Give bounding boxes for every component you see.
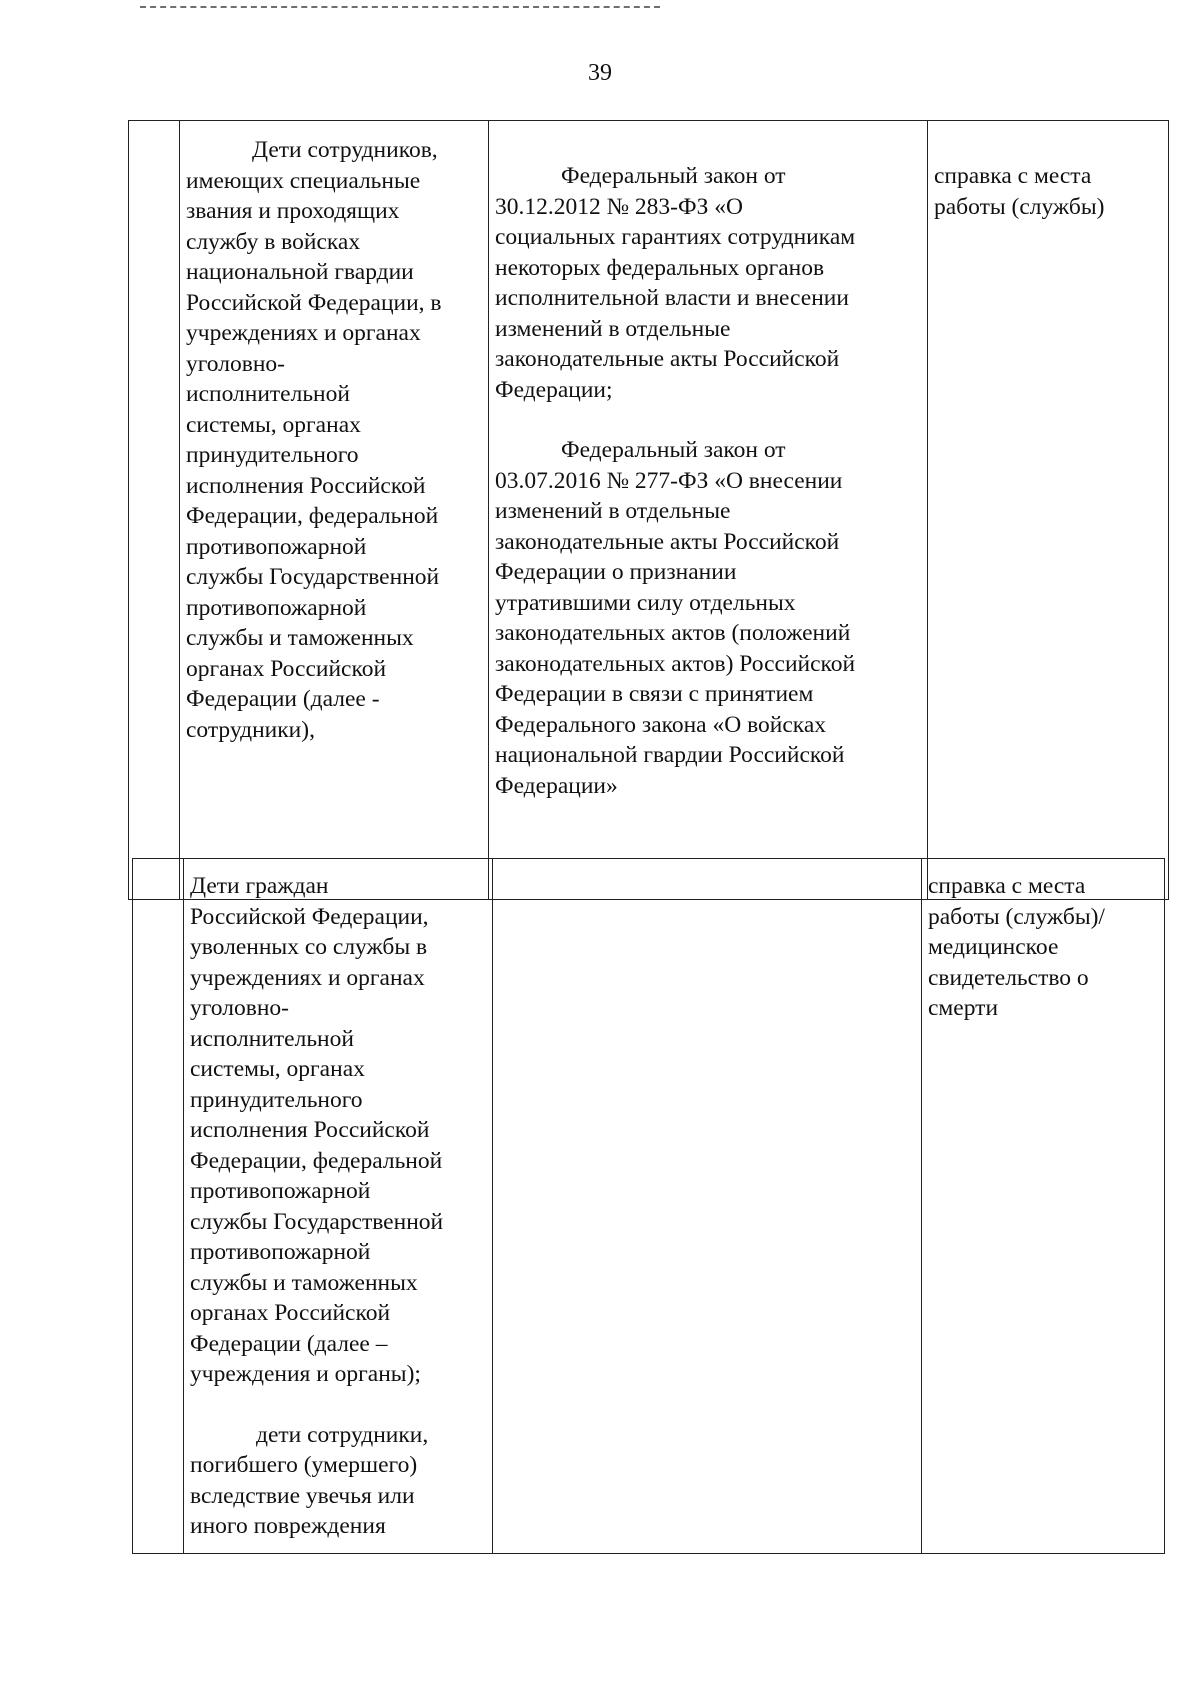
category-cell (184, 859, 493, 1554)
category-2-text: погибшего (умершего) вследствие увечья или иного повреждения (190, 1452, 418, 1539)
benefits-table-part-1 (128, 120, 1169, 900)
page-number: 39 (588, 60, 612, 86)
law-1-first-line: Федеральный закон от (561, 163, 786, 189)
table-row (133, 859, 1165, 1554)
legal-basis-cell (489, 121, 928, 900)
document-cell (922, 859, 1165, 1554)
legal-basis-cell (493, 859, 922, 1554)
category-first-line: Дети сотрудников, (252, 137, 438, 163)
category-text: Дети граждан Российской Федерации, уволенных со службы в учреждениях и органах уголовно- исполнительной системы, органах принудительного исполнения Российской Федерации, федеральной противопожарной службы Государственной противопожарной службы и таможенных органах Российской Федерации (далее – учреждения и органы); (190, 873, 444, 1387)
category-cell (180, 121, 489, 900)
category-2-first-line: дети сотрудники, (256, 1421, 429, 1448)
law-1-text: 30.12.2012 № 283-ФЗ «О социальных гарантиях сотрудникам некоторых федеральных органов исполнительной власти и внесении изменений в отдельные законодательные акты Российской Федерации; (495, 193, 856, 403)
document-text: справка с места работы (службы)/ медицинское свидетельство о смерти (928, 873, 1105, 1021)
table-row (129, 121, 1169, 900)
document-cell (928, 121, 1169, 900)
category-text: имеющих специальные звания и проходящих службу в войсках национальной гвардии Российской Федерации, в учреждениях и органах уголовно- исполнительной системы, органах принудительного исполнения Российской Федерации, федеральной противопожарной службы Государственной противопожарной службы и таможенных органах Российской Федерации (далее - сотрудники), (186, 167, 442, 743)
row-number-cell (129, 121, 180, 900)
law-2-text: 03.07.2016 № 277-ФЗ «О внесении изменений в отдельные законодательные акты Российской Федерации о признании утратившими силу отдельных законодательных актов (положений законодательных актов) Российской Федерации в связи с принятием Федерального закона «О войсках национальной гвардии Российской Федерации» (495, 467, 856, 799)
row-number-cell (133, 859, 184, 1554)
benefits-table-part-2 (132, 858, 1165, 1554)
law-2-first-line: Федеральный закон от (561, 437, 786, 463)
document-text: справка с места работы (службы) (934, 163, 1105, 220)
top-scan-artifact (140, 0, 660, 8)
